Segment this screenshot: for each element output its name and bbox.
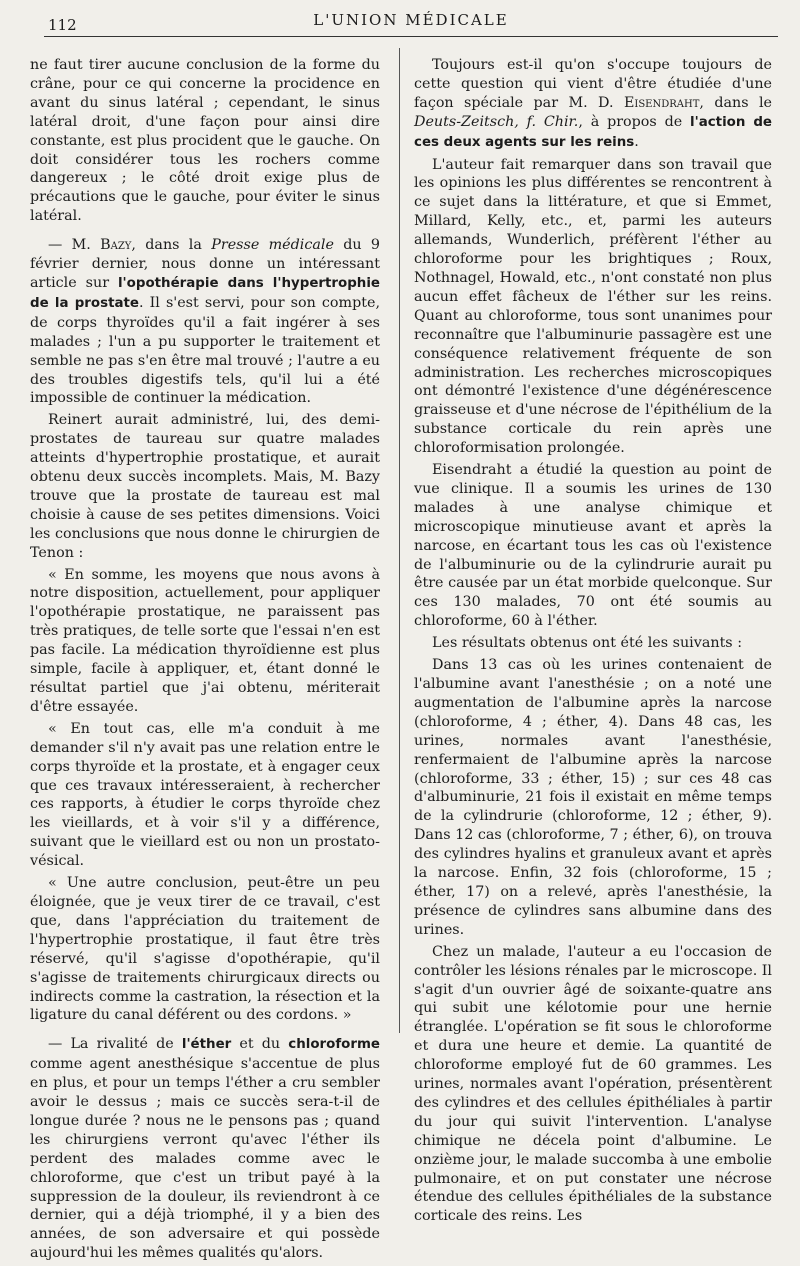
paragraph-ether-chloroforme	[30, 1035, 380, 1263]
text: , dans la	[131, 237, 212, 254]
page-number: 112	[48, 16, 77, 34]
text: comme agent anesthésique s'accentue de plus en plus, et pour un temps l'éther a cru sembler avoir le dessus ; mais ce succès sera-t-il de longue durée ? nous ne le pensons pas ; quand les chirurgiens verront qu'avec l'éther ils perdent des malades comme avec le chloroforme, que c'est un tribut payé à la suppression de la douleur, ils reviendront à ce dernier, qui a déjà triomphé, il y a bien des années, de son adversaire et qui possède aujourd'hui les mêmes qualités qu'alors.	[30, 1056, 380, 1262]
text: — La rivalité de	[48, 1036, 182, 1053]
column-divider	[399, 48, 400, 1033]
paragraph-clinical-study: Eisendraht a étudié la question au point de vue clinique. Il a soumis les urines de 130 malades à une analyse chimique et microscopique minutieuse avant et après la narcose, en écartant tous les cas où l'existence de l'albuminurie ou de la cylindrurie aurait pu être causée par un état morbide quelconque. Sur ces 130 malades, 70 ont été soumis au chloroforme, 60 à l'éther.	[414, 462, 772, 630]
text: . Il s'est servi, pour son compte, de corps thyroïdes qu'il a fait ingérer à ses malades ; l'un a pu supporter le traitement et semble ne pas s'en être mal trouvé ; l'autre a eu des troubles digestifs tels, qu'il lui a été impossible de continuer la médication.	[30, 294, 380, 407]
bold-term-ether: l'éther	[181, 1037, 232, 1053]
bold-topic-opotherapie: l'opothérapie dans l'hypertrophie de la prostate	[30, 275, 380, 311]
paragraph-bazy-article	[30, 236, 380, 408]
author-name-eisendraht: Eisendraht	[623, 94, 700, 111]
text: .	[634, 133, 639, 150]
bold-term-chloroforme: chloroforme	[288, 1037, 380, 1053]
right-column	[414, 56, 772, 1229]
journal-title-presse: Presse médicale	[211, 237, 334, 254]
author-name-bazy: Bazy	[100, 237, 132, 254]
text: , dans le	[699, 94, 772, 111]
paragraph-results: Dans 13 cas où les urines contenaient de l'albumine avant l'anesthésie ; on a noté une augmentation de l'albumine après la narcose (chloroforme, 4 ; éther, 4). Dans 48 cas, les urines, normales avant l'anesthésie, renfermaient de l'albumine après la narcose (chloroforme, 33 ; éther, 15) ; sur ces 48 cas d'albuminurie, 21 fois il existait en même temps de la cylindrurie (chloroforme, 12 ; éther, 9). Dans 12 cas (chloroforme, 7 ; éther, 6), on trouva des cylindres hyalins et granuleux avant et après la narcose. Enfin, 32 fois (chloroforme, 15 ; éther, 17) on a relevé, après l'anesthésie, la présence de cylindres sans albumine dans des urines.	[414, 657, 772, 938]
paragraph-case-study: Chez un malade, l'auteur a eu l'occasion de contrôler les lésions rénales par le microscope. Il s'agit d'un ouvrier âgé de soixante-quatre ans qui subit une kélotomie pour une hernie étranglée. L'opération se fit sous le chloroforme et dura une heure et demie. La quantité de chloroforme employé fut de 60 grammes. Les urines, normales avant l'opération, présentèrent des cylindres et des cellules épithéliales à partir du jour qui suivit l'intervention. L'analyse chimique ne décela point d'albumine. Le onzième jour, le malade succomba à une embolie pulmonaire, et on put constater une nécrose étendue des cellules épithéliales de la substance corticale des reins. Les	[414, 943, 773, 1225]
paragraph-sinus-conclusion: ne faut tirer aucune conclusion de la forme du crâne, pour ce qui concerne la procidence en avant du sinus latéral ; cependant, le sinus latéral droit, d'une façon pour ainsi dire constante, est plus procident que le gauche. On doit considérer tous les rochers comme dangereux ; le côté droit exige plus de précautions que le gauche, pour éviter le sinus latéral.	[30, 57, 380, 225]
paragraph-reinert: Reinert aurait administré, lui, des demi-prostates de taureau sur quatre malades atteints d'hypertrophie prostatique, et aurait obtenu deux succès incomplets. Mais, M. Bazy trouve que la prostate de taureau est mal choisie à cause de ses petites dimensions. Voici les conclusions que nous donne le chirurgien de Tenon :	[30, 412, 380, 561]
paragraph-quote-3: « Une autre conclusion, peut-être un peu éloignée, que je veux tirer de ce travail, c'est que, dans l'appréciation du traitement de l'hypertrophie prostatique, il faut être très réservé, qu'il s'agisse d'opothérapie, qu'il s'agisse de traitements chirurgicaux directs ou indirects comme la castration, la résection et la ligature du canal déférent ou des cordons. »	[30, 875, 380, 1024]
paragraph-eisendraht-intro	[414, 56, 772, 153]
paragraph-quote-2: « En tout cas, elle m'a conduit à me demander s'il n'y avait pas une relation entre le corps thyroïde et la prostate, et à engager ceux que ces travaux intéresseraient, à rechercher ces rapports, à étudier le corps thyroïde chez les vieillards, et à voir s'il y a différence, suivant que le vieillard est ou non un prostato-vésical.	[30, 720, 380, 870]
text: , à propos de	[578, 113, 691, 130]
left-column	[30, 56, 380, 1266]
paragraph-quote-1: « En somme, les moyens que nous avons à notre disposition, actuellement, pour appliquer l'opothérapie prostatique, ne paraissent pas très pratiques, de telle sorte que l'essai n'en est pas facile. La médication thyroïdienne est plus simple, facile à appliquer, et, étant donné le résultat partiel que j'ai obtenu, mériterait d'être essayée.	[30, 566, 380, 715]
bold-topic-reins: l'action de ces deux agents sur les reins	[414, 114, 773, 150]
text: Toujours est-il qu'on s'occupe toujours de cette question qui vient d'être étudiée d'une façon spéciale par M. D.	[414, 57, 772, 111]
text: du 9 février dernier, nous donne un intéressant article sur	[30, 237, 381, 291]
text: et du	[231, 1036, 289, 1053]
running-title: L'UNION MÉDICALE	[313, 11, 509, 29]
paragraph-results-heading: Les résultats obtenus ont été les suivants :	[432, 635, 743, 652]
dash: — M.	[48, 237, 101, 254]
paragraph-opinions: L'auteur fait remarquer dans son travail que les opinions les plus différentes se rencontrent à ce sujet dans la littérature, et que si Emmet, Millard, Kelly, etc., et, parmi les auteurs allemands, Wunderlich, préfèrent l'éther au chloroforme pour les brightiques ; Roux, Nothnagel, Howald, etc., n'ont constaté non plus aucun effet fâcheux de l'éther sur les reins. Quant au chloroforme, tous sont unanimes pour reconnaître que l'albuminurie passagère est une conséquence relativement fréquente de son administration. Les recherches microscopiques ont démontré l'existence d'une dégénérescence graisseuse et d'une nécrose de l'épithélium de la substance corticale du rein après une chloroformisation prolongée.	[414, 156, 772, 457]
page-header	[44, 4, 778, 37]
journal-title-deuts: Deuts-Zeitsch, f. Chir.	[414, 113, 579, 130]
